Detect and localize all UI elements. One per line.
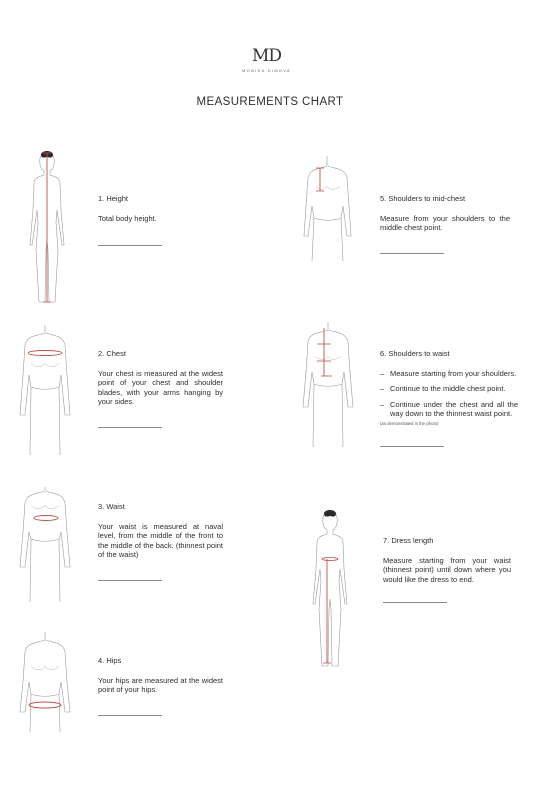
measurement-heading: 4. Hips: [98, 656, 122, 665]
measurement-heading: 3. Waist: [98, 502, 125, 511]
step-item: – Continue to the middle chest point.: [380, 384, 518, 394]
answer-line: [98, 427, 162, 428]
answer-line: [380, 253, 444, 254]
measurement-description: Total body height.: [98, 213, 157, 223]
brand-name: MONIKA DIMOVA: [241, 68, 292, 73]
answer-line: [98, 245, 162, 246]
measurement-chest: [98, 349, 223, 428]
shoulders-to-mid-chest-figure-illustration: [300, 156, 355, 261]
measurement-dress-length: [383, 536, 511, 603]
chest-figure-illustration: [15, 325, 75, 455]
page-title: MEASUREMENTS CHART: [196, 96, 344, 108]
shoulders-to-waist-figure-illustration: [300, 322, 358, 447]
brand-logo: [0, 46, 533, 73]
answer-line: [383, 602, 447, 603]
measurement-waist: [98, 502, 223, 581]
dress-length-figure-illustration: [305, 509, 355, 669]
measurement-description: Your waist is measured at naval level, from the middle of the front to the middle of the back. (thinnest point of the waist): [98, 521, 223, 559]
brand-monogram: MD: [251, 46, 282, 66]
answer-line: [98, 580, 162, 581]
measurement-heading: 5. Shoulders to mid-chest: [380, 194, 466, 203]
measurement-hips: [98, 656, 223, 716]
measurement-description: Measure starting from your waist (thinnest point) until down where you would like the dress to end.: [383, 555, 511, 584]
measurement-heading: 1. Height: [98, 194, 129, 203]
measurement-heading: 7. Dress length: [383, 536, 434, 545]
step-item: – Measure starting from your shoulders.: [380, 369, 518, 379]
demonstration-note: (as demonstrated in the photo): [380, 420, 439, 426]
measurement-heading: 2. Chest: [98, 349, 126, 358]
measurement-heading: 6. Shoulders to waist: [380, 349, 450, 358]
answer-line: [380, 446, 444, 447]
measurement-description: Your hips are measured at the widest point of your hips.: [98, 675, 223, 694]
measurement-description: Measure from your shoulders to the middle chest point.: [380, 213, 510, 232]
waist-figure-illustration: [15, 487, 75, 602]
height-figure-illustration: [22, 150, 72, 305]
measurement-shoulders-to-waist: [380, 349, 518, 447]
hips-figure-illustration: [15, 632, 75, 732]
measurement-height: [98, 194, 223, 246]
measurement-description: Your chest is measured at the widest point of your chest and shoulder blades, with your arms hanging by your sides.: [98, 368, 223, 406]
measurement-shoulders-to-mid-chest: [380, 194, 510, 254]
answer-line: [98, 715, 162, 716]
step-item: – Continue under the chest and all the way down to the thinnest waist point.: [380, 400, 518, 419]
step-list: [380, 369, 518, 419]
